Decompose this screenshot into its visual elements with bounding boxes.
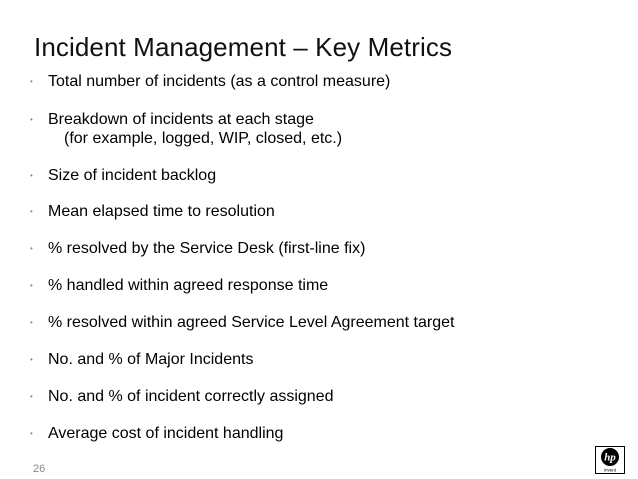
bullet-text: Mean elapsed time to resolution [48, 203, 275, 220]
bullet-text: % resolved by the Service Desk (first-line fix) [48, 240, 366, 257]
bullet-text: Average cost of incident handling [48, 425, 284, 442]
bullet-text: Breakdown of incidents at each stage [48, 111, 314, 128]
bullet-text: Total number of incidents (as a control measure) [48, 73, 391, 90]
bullet-dot-icon: • [30, 392, 33, 401]
slide-title: Incident Management – Key Metrics [34, 32, 453, 62]
bullet-dot-icon: • [30, 355, 33, 364]
bullet-dot-icon: • [30, 429, 33, 438]
page-number: 26 [33, 463, 46, 475]
bullet-dot-icon: • [30, 281, 33, 290]
logo-text: hp [604, 451, 616, 464]
bullet-text: % handled within agreed response time [48, 277, 329, 294]
bullet-dot-icon: • [30, 244, 33, 253]
bullet-dot-icon: • [30, 318, 33, 327]
bullet-subtext: (for example, logged, WIP, closed, etc.) [64, 130, 343, 147]
bullet-text: Size of incident backlog [48, 167, 217, 184]
logo-subtext: invent [603, 467, 617, 473]
bullet-dot-icon: • [30, 115, 33, 124]
bullet-dot-icon: • [30, 171, 33, 180]
bullet-dot-icon: • [30, 207, 33, 216]
hp-logo-icon [595, 446, 625, 474]
bullet-dot-icon: • [30, 77, 33, 86]
bullet-text: No. and % of Major Incidents [48, 351, 254, 368]
bullet-text: No. and % of incident correctly assigned [48, 388, 334, 405]
bullet-text: % resolved within agreed Service Level Agreement target [48, 314, 455, 331]
